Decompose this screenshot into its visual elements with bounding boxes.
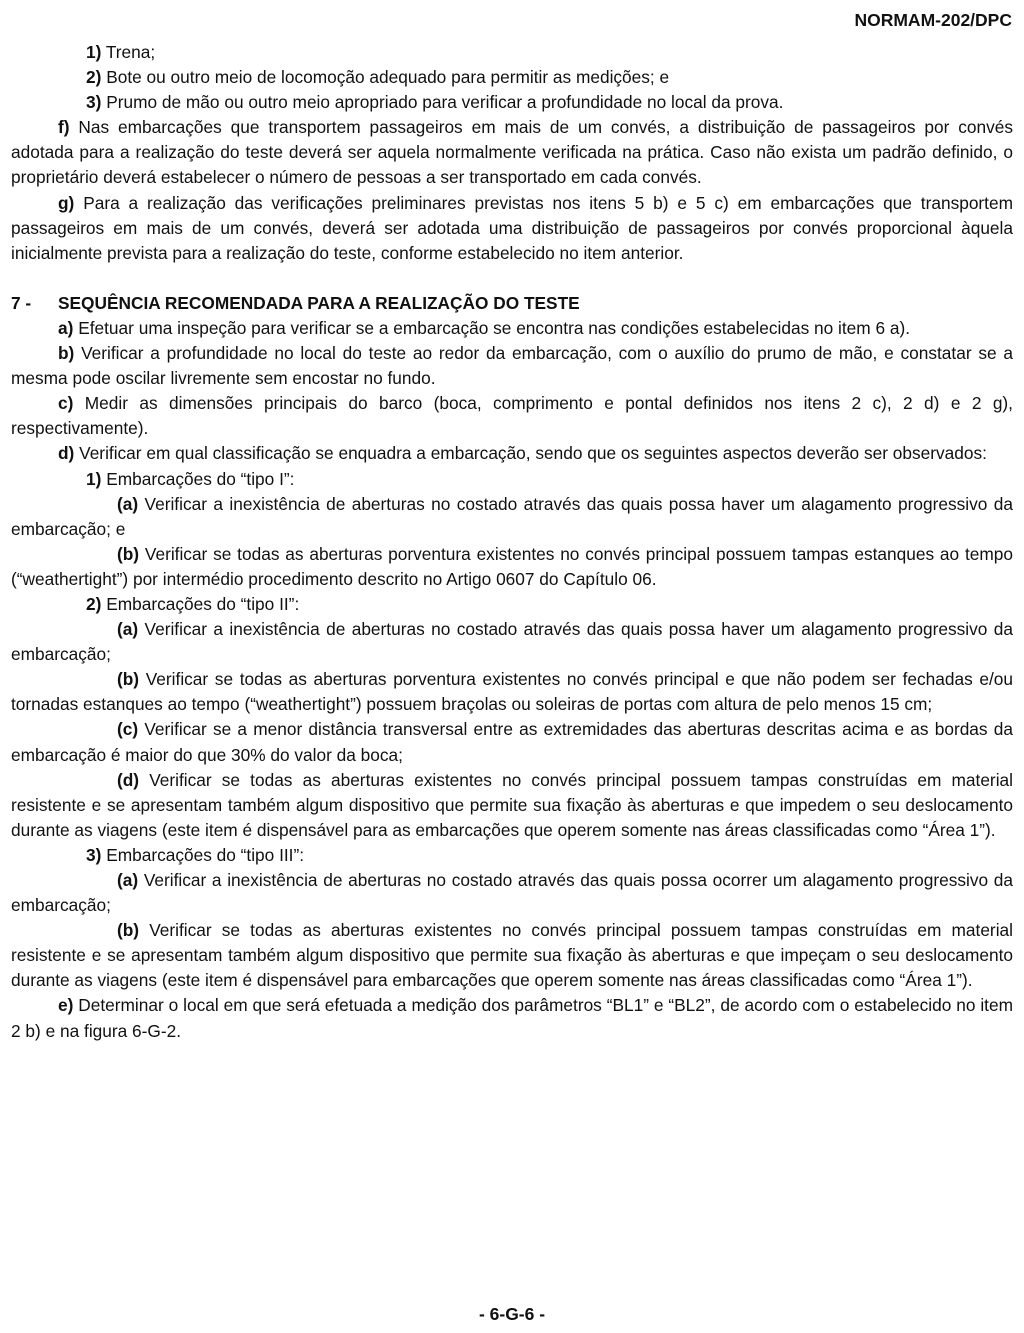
item-text: Verificar a inexistência de aberturas no costado através das quais possa haver um alagamento progressivo da embarcação; xyxy=(11,619,1013,665)
paragraph xyxy=(11,65,1013,90)
item-label: 3) xyxy=(86,844,102,865)
paragraph xyxy=(11,592,1013,617)
paragraph xyxy=(11,316,1013,341)
item-text: Verificar a inexistência de aberturas no costado através das quais possa haver um alagamento progressivo da embarcação; e xyxy=(11,493,1013,539)
paragraph xyxy=(11,717,1013,767)
item-label: d) xyxy=(58,443,75,464)
paragraph xyxy=(11,191,1013,266)
paragraph xyxy=(11,391,1013,441)
item-label: (d) xyxy=(117,769,140,790)
item-text: Embarcações do “tipo III”: xyxy=(106,844,305,865)
item-text: SEQUÊNCIA RECOMENDADA PARA A REALIZAÇÃO DO TESTE xyxy=(58,292,580,313)
paragraph xyxy=(11,441,1013,466)
item-label: f) xyxy=(58,117,70,138)
paragraph xyxy=(11,90,1013,115)
item-text: Embarcações do “tipo I”: xyxy=(106,468,295,489)
paragraph xyxy=(11,993,1013,1043)
paragraph xyxy=(11,341,1013,391)
paragraph xyxy=(11,768,1013,843)
paragraph xyxy=(11,667,1013,717)
item-text: Trena; xyxy=(105,42,156,62)
item-text: Determinar o local em que será efetuada a medição dos parâmetros “BL1” e “BL2”, de acordo com o estabelecido no item 2 b) e na figura 6-G-2. xyxy=(11,995,1013,1041)
item-text: Verificar em qual classificação se enquadra a embarcação, sendo que os seguintes aspectos deverão ser observados: xyxy=(79,443,987,464)
paragraph xyxy=(11,492,1013,542)
item-label: 1) xyxy=(86,468,102,489)
document-code: NORMAM-202/DPC xyxy=(854,10,1012,30)
item-label: g) xyxy=(58,192,75,213)
item-text: Verificar se todas as aberturas porventura existentes no convés principal possuem tampas estanques ao tempo (“weathertight”) por intermédio procedimento descrito no Artigo 0607 do Capítulo 06. xyxy=(11,543,1013,589)
item-text: Prumo de mão ou outro meio apropriado para verificar a profundidade no local da prova. xyxy=(106,92,784,113)
item-label: c) xyxy=(58,393,74,414)
item-label: 1) xyxy=(86,42,102,62)
item-label: (a) xyxy=(117,493,139,514)
item-label: (a) xyxy=(117,870,139,890)
item-label: b) xyxy=(58,343,75,364)
page-number: - 6-G-6 - xyxy=(478,1304,546,1324)
item-label: (a) xyxy=(117,619,139,640)
item-label: 3) xyxy=(86,92,102,113)
item-label: (b) xyxy=(117,669,140,690)
paragraph xyxy=(11,843,1013,868)
paragraph xyxy=(11,918,1013,993)
item-label: 2) xyxy=(86,67,102,88)
item-text: Verificar a inexistência de aberturas no costado através das quais possa ocorrer um alagamento progressivo da embarcação; xyxy=(11,870,1013,916)
item-label: 2) xyxy=(86,593,102,614)
paragraph xyxy=(11,868,1013,918)
paragraph xyxy=(11,115,1013,190)
item-label: (b) xyxy=(117,920,140,941)
paragraph xyxy=(11,467,1013,492)
item-label: (b) xyxy=(117,543,140,564)
item-label: a) xyxy=(58,317,74,338)
item-text: Nas embarcações que transportem passageiros em mais de um convés, a distribuição de passageiros por convés adotada para a realização do teste deverá ser aquela normalmente verificada na prática. Caso não exista um padrão definido, o proprietário deverá estabelecer o número de pessoas a ser transportado em cada convés. xyxy=(11,117,1013,188)
item-text: Verificar se todas as aberturas existentes no convés principal possuem tampas construídas em material resistente e se apresentam também algum dispositivo que permite sua fixação às aberturas e que impedem o seu deslocamento durante as viagens (este item é dispensável para as embarcações que operem somente nas áreas classificadas como “Área 1”). xyxy=(11,769,1013,840)
paragraph xyxy=(11,542,1013,592)
item-text: Efetuar uma inspeção para verificar se a embarcação se encontra nas condições estabelecidas no item 6 a). xyxy=(78,317,911,338)
paragraph xyxy=(11,40,1013,65)
item-text: Embarcações do “tipo II”: xyxy=(106,593,300,614)
item-label: (c) xyxy=(117,719,139,740)
item-label: e) xyxy=(58,995,74,1016)
item-text: Verificar se todas as aberturas existentes no convés principal possuem tampas construídas em material resistente e se apresentam também algum dispositivo que permite sua fixação às aberturas e que impeçam o seu deslocamento durante as viagens (este item é dispensável para embarcações que operem somente nas áreas classificadas como “Área 1”). xyxy=(11,920,1013,991)
document-body xyxy=(11,40,1013,1044)
section-heading xyxy=(11,291,1013,316)
item-text: Verificar a profundidade no local do teste ao redor da embarcação, com o auxílio do prumo de mão, e constatar se a mesma pode oscilar livremente sem encostar no fundo. xyxy=(11,343,1013,389)
item-text: Para a realização das verificações preliminares previstas nos itens 5 b) e 5 c) em embarcações que transportem passageiros em mais de um convés, deverá ser adotada uma distribuição de passageiros por convés proporcional àquela inicialmente prevista para a realização do teste, conforme estabelecido no item anterior. xyxy=(11,192,1013,263)
item-text: Medir as dimensões principais do barco (boca, comprimento e pontal definidos nos itens 2 c), 2 d) e 2 g), respectivamente). xyxy=(11,393,1013,439)
item-text: Bote ou outro meio de locomoção adequado para permitir as medições; e xyxy=(106,67,670,88)
paragraph xyxy=(11,617,1013,667)
item-text: Verificar se todas as aberturas porventura existentes no convés principal e que não podem ser fechadas e/ou tornadas estanques ao tempo (“weathertight”) possuem braçolas ou soleiras de portas com altura de pelo menos 15 cm; xyxy=(11,669,1013,715)
item-text: Verificar se a menor distância transversal entre as extremidades das aberturas descritas acima e as bordas da embarcação é maior do que 30% do valor da boca; xyxy=(11,719,1013,765)
item-label: 7 - xyxy=(11,292,32,313)
